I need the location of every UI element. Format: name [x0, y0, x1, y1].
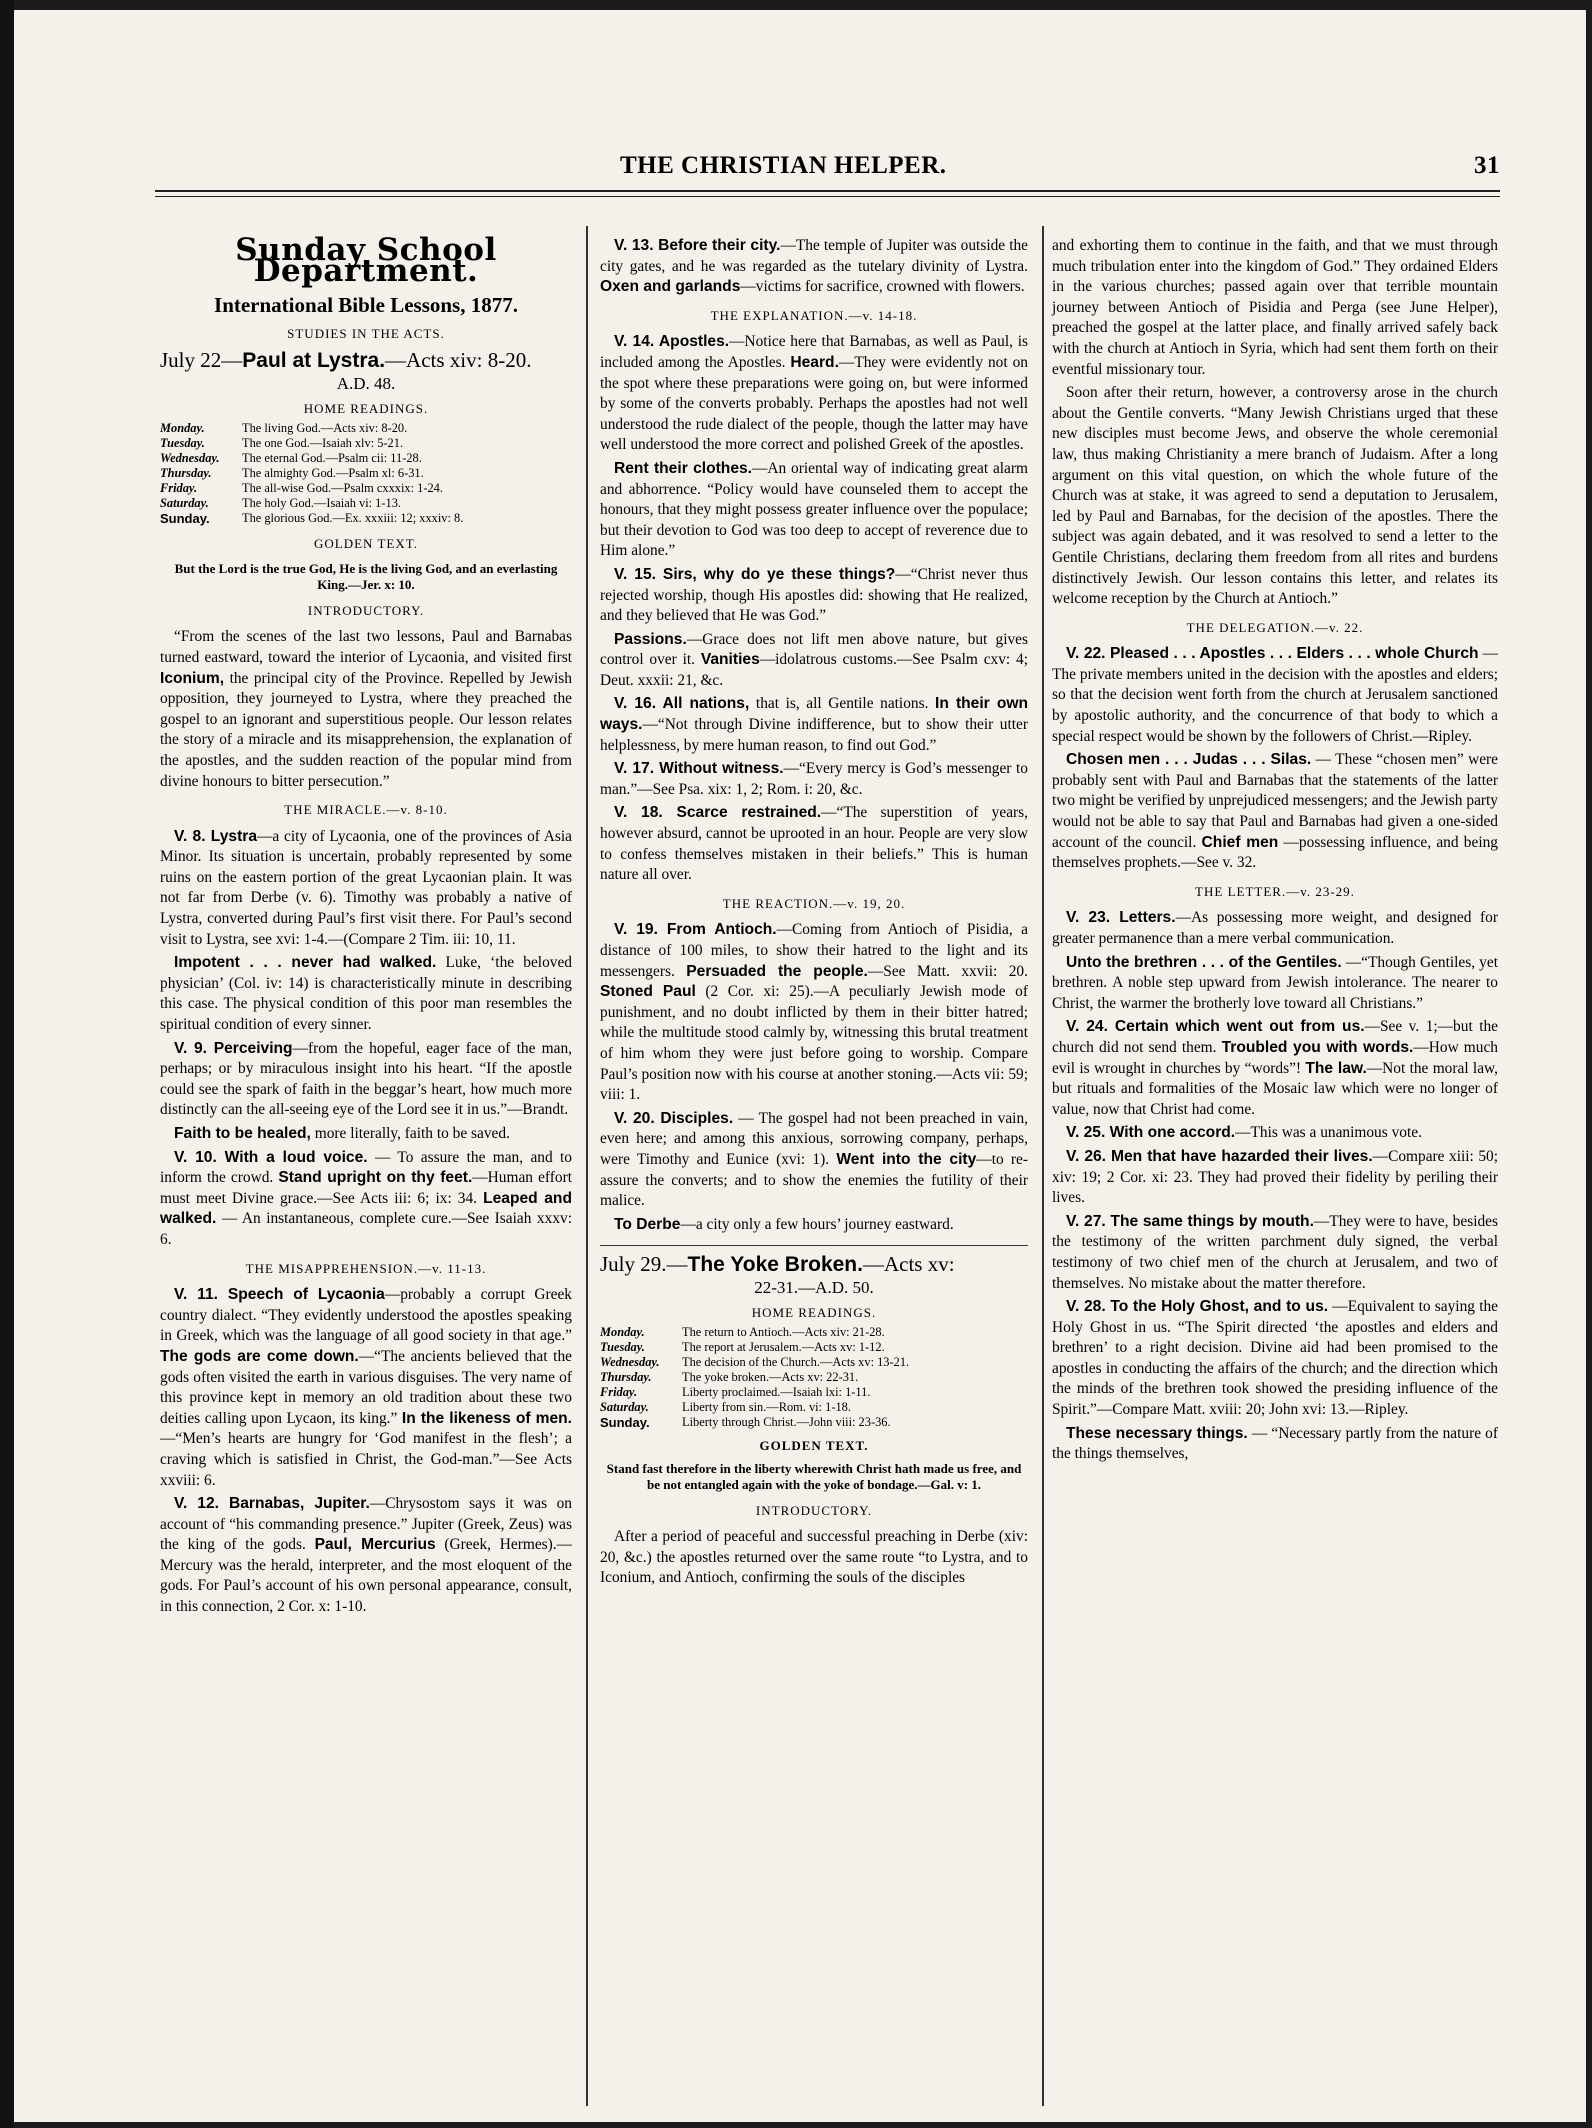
verse-text: —As possessing more weight, and designed for greater permanence than a mere verbal communication. — [1052, 909, 1498, 947]
verse-head: V. 8. Lystra — [174, 827, 258, 845]
verse-text-2: —possessing influence, and being themselves prophets.—See v. 32. — [1052, 833, 1498, 872]
verse-17 — [600, 759, 1028, 800]
lesson-heading — [160, 350, 572, 372]
reading-day: Friday. — [160, 481, 198, 496]
lesson-ref: —Acts xv: — [862, 1252, 955, 1277]
reading-text: The eternal God.—Psalm cii: 11-28. — [242, 451, 422, 466]
header-rule-2 — [155, 196, 1500, 197]
verse-head: V. 26. Men that have hazarded their lives. — [1066, 1147, 1373, 1165]
verse-bold: Persuaded the people. — [686, 962, 868, 980]
verse-text: —a city of Lycaonia, one of the provinces of Asia Minor. Its situation is uncertain, probably represented by some ruins on the eastern portion of the great Lycaonian plain. It was not far from Derbe (v. 6). Timothy was probably a native of Lystra, converted during Paul’s first visit there. For Paul’s second visit to Lystra, see xvi: 1-4.—(Compare 2 Tim. iii: 10, 11. — [160, 827, 572, 948]
lesson-date: July 22— — [160, 348, 243, 373]
reading-text: The decision of the Church.—Acts xv: 13-21. — [682, 1355, 910, 1370]
golden-text-label: GOLDEN TEXT. — [314, 536, 418, 552]
department-title: Sunday School Department. — [235, 232, 497, 289]
verse-text: —a city only a few hours’ journey eastward. — [680, 1215, 954, 1233]
column-2 — [600, 236, 1028, 1592]
verse-13 — [600, 236, 1028, 298]
intro-text-2: the principal city of the Province. Repelled by Jewish opposition, they journeyed to Lystra, where they preached the gospel to an ignorant and superstitious people. Our lesson relates the story of a miracle and its misapprehension, the explanation of the apostles, and the sudden reaction of the popular mind from divine honours to bitter persecution.” — [160, 669, 572, 790]
these-paragraph — [1052, 1424, 1498, 1465]
verse-head: Rent their clothes. — [614, 459, 752, 477]
faith-paragraph — [160, 1124, 572, 1145]
verse-text: —“Christ never thus rejected worship, though His apostles did: showing that He realized, and they believed that He was God.” — [600, 565, 1028, 625]
reading-text: The holy God.—Isaiah vi: 1-13. — [242, 496, 401, 511]
reading-day: Saturday. — [160, 496, 209, 511]
verse-text-3: —“Men’s hearts are hungry for ‘God manifest in the flesh’; a craving which is satisfied in Christ, the God-man.”—See Acts xxviii: 6. — [160, 1430, 572, 1489]
reading-row — [160, 421, 572, 436]
column-divider-2 — [1042, 226, 1044, 2106]
verse-23 — [1052, 908, 1498, 949]
verse-28 — [1052, 1297, 1498, 1421]
verse-head: V. 9. Perceiving — [174, 1039, 293, 1057]
letter-label: THE LETTER.—v. 23-29. — [1195, 883, 1355, 899]
reading-day: Wednesday. — [600, 1355, 660, 1370]
lesson-title: The Yoke Broken. — [687, 1253, 863, 1277]
home-readings-table — [160, 421, 572, 526]
verse-text-2: —victims for sacrifice, crowned with flowers. — [740, 278, 1025, 296]
reading-text: The almighty God.—Psalm xl: 6-31. — [242, 466, 424, 481]
verse-text: Luke, ‘the beloved physician’ (Col. iv: 14) is characteristically minute in describing this case. The physical condition of this poor man resembles the spiritual condition of every sinner. — [160, 954, 572, 1034]
reading-row — [600, 1415, 1028, 1430]
verse-text: —“The superstition of years, however absurd, cannot be uprooted in an hour. People are very slow to confess themselves mistaken in their beliefs.” This is human nature all over. — [600, 804, 1028, 884]
chosen-paragraph — [1052, 750, 1498, 874]
verse-head: V. 19. From Antioch. — [614, 921, 777, 939]
verse-text: —The private members united in the decision with the apostles and elders; so that the decision went forth from the church at Jerusalem sanctioned by apostolic authority, and the concurrence of that body to which a special respect would be shown by the followers of Christ.—Ripley. — [1052, 645, 1498, 745]
page-number: 31 — [1474, 152, 1500, 179]
verse-bold: Oxen and garlands — [600, 278, 741, 296]
verse-18 — [600, 803, 1028, 885]
verse-head: V. 24. Certain which went out from us. — [1066, 1018, 1365, 1036]
reading-text: The glorious God.—Ex. xxxiii: 12; xxxiv: 8. — [242, 511, 464, 526]
verse-text: — To assure the man, and to inform the crowd. — [160, 1148, 572, 1187]
verse-text-3: (2 Cor. xi: 25).—A peculiarly Jewish mode of punishment, and no doubt inflicted by them in their bitter hatred; while the multitude stood calmly by, witnessing this brutal treatment of him whom they were just before going to worship. Compare Paul’s position now with his course at another stoning.—Acts vii: 59; viii: 1. — [600, 983, 1028, 1104]
reading-row — [600, 1325, 1028, 1340]
reading-row — [600, 1370, 1028, 1385]
verse-head: V. 22. Pleased . . . Apostles . . . Elders . . . whole Church — [1066, 645, 1479, 663]
verse-text: —probably a corrupt Greek country dialect. “They evidently understood the apostles speaking in Greek, which was the language of all good society in that age.” — [160, 1286, 572, 1345]
verse-bold: The law. — [1305, 1059, 1367, 1077]
verse-text-3: — An instantaneous, complete cure.—See Isaiah xxxv: 6. — [160, 1210, 572, 1248]
reading-day: Wednesday. — [160, 451, 220, 466]
reading-row — [600, 1400, 1028, 1415]
reading-day: Monday. — [160, 421, 205, 436]
verse-head: V. 12. Barnabas, Jupiter. — [174, 1495, 370, 1513]
verse-10 — [160, 1148, 572, 1251]
verse-text: —They were to have, besides the testimony of the written parchment duly signed, the verbal testimony of two chief men of the church at Jerusalem, and two of themselves. No mistake about the matter therefore. — [1052, 1212, 1498, 1292]
lesson-date: July 29.— — [600, 1252, 688, 1277]
reading-text: Liberty from sin.—Rom. vi: 1-18. — [682, 1400, 851, 1415]
verse-head: Impotent . . . never had walked. — [174, 954, 437, 972]
verse-19 — [600, 920, 1028, 1105]
verse-text: —Notice here that Barnabas, as well as Paul, is included among the Apostles. — [600, 333, 1028, 371]
verse-head: V. 23. Letters. — [1066, 909, 1176, 927]
verse-head: V. 25. With one accord. — [1066, 1124, 1236, 1142]
reading-row — [160, 481, 572, 496]
lesson-date-ad: A.D. 48. — [336, 373, 396, 393]
reading-day: Friday. — [600, 1385, 638, 1400]
verse-text-2: —“Not through Divine indifference, but to show their utter helplessness, by mere human reason, to find out God.” — [600, 716, 1028, 754]
reading-day: Monday. — [600, 1325, 645, 1340]
verse-head: V. 27. The same things by mouth. — [1066, 1212, 1314, 1230]
verse-text: that is, all Gentile nations. — [749, 695, 936, 713]
reading-day: Thursday. — [160, 466, 212, 481]
verse-text-2: —They were evidently not on the spot where these preparations were going on, but were informed by some of the converts probably. Perhaps the apostles had not well understood the rude dialect of the people, though the latter may have well understood the more correct and polished Greek of the apostles. — [600, 353, 1028, 454]
verse-12 — [160, 1494, 572, 1618]
reading-text: The all-wise God.—Psalm cxxxix: 1-24. — [242, 481, 443, 496]
passions-paragraph — [600, 630, 1028, 692]
verse-text: —“Though Gentiles, yet brethren. A noble step upward from Jewish intolerance. The nearer to Christ, the warmer the brotherly love toward all Christians.” — [1052, 953, 1498, 1012]
studies-label: STUDIES IN THE ACTS. — [287, 325, 445, 341]
journal-title: THE CHRISTIAN HELPER. — [620, 152, 947, 179]
verse-text-2: (Greek, Hermes).—Mercury was the herald, interpreter, and the most eloquent of the gods. For Paul’s account of his own personal appearance, consult, in this connection, 2 Cor. x: 1-10. — [160, 1536, 573, 1616]
delegation-label: THE DELEGATION.—v. 22. — [1186, 619, 1364, 635]
verse-head: Faith to be healed, — [174, 1125, 311, 1142]
reading-row — [160, 496, 572, 511]
verse-head: V. 16. All nations, — [614, 695, 750, 713]
verse-bold: Stoned Paul — [600, 983, 696, 1001]
misapprehension-label: THE MISAPPREHENSION.—v. 11-13. — [245, 1260, 487, 1276]
intro-bold: Iconium, — [160, 669, 225, 687]
verse-head: Chosen men . . . Judas . . . Silas. — [1066, 751, 1312, 769]
verse-bold: In the likeness of men. — [401, 1409, 573, 1427]
verse-text-2: —See Matt. xxvii: 20. — [867, 962, 1028, 980]
home-readings-table — [600, 1325, 1028, 1430]
verse-head: V. 11. Speech of Lycaonia — [174, 1286, 385, 1304]
lesson-title: Paul at Lystra. — [242, 349, 386, 373]
verse-text-2: —How much evil is wrought in churches by “words”! — [1052, 1038, 1498, 1077]
verse-head: Passions. — [614, 630, 687, 648]
verse-26 — [1052, 1147, 1498, 1209]
impotent-paragraph — [160, 953, 572, 1035]
verse-head: V. 28. To the Holy Ghost, and to us. — [1066, 1298, 1329, 1316]
verse-bold: Leaped and walked. — [160, 1189, 572, 1228]
rent-paragraph — [600, 459, 1028, 562]
verse-bold: Paul, Mercurius — [314, 1536, 436, 1554]
reading-text: The one God.—Isaiah xlv: 5-21. — [242, 436, 404, 451]
verse-head: Unto the brethren . . . of the Gentiles. — [1066, 953, 1342, 971]
verse-text: —An oriental way of indicating great alarm and abhorrence. “Policy would have counseled them to accept the honours, that they might possess greater influence over the populace; but their devotion to God was too deep to accept of reverence due to Him alone.” — [600, 459, 1028, 560]
column-3 — [1052, 236, 1498, 1468]
verse-head: V. 15. Sirs, why do ye these things? — [614, 565, 896, 583]
verse-16 — [600, 694, 1028, 756]
verse-text: —The temple of Jupiter was outside the city gates, and he was regarded as the tutelary divinity of Lystra. — [600, 237, 1028, 275]
reading-day: Sunday. — [160, 511, 210, 527]
verse-22 — [1052, 644, 1498, 747]
introductory-label: INTRODUCTORY. — [307, 602, 425, 618]
reading-text: Liberty through Christ.—John viii: 23-36. — [682, 1415, 891, 1430]
verse-bold: Heard. — [790, 353, 839, 371]
verse-head: V. 14. Apostles. — [614, 333, 730, 351]
verse-head: V. 17. Without witness. — [614, 760, 784, 778]
verse-head: To Derbe — [614, 1215, 681, 1233]
verse-text: — These “chosen men” were probably sent with Paul and Barnabas that the statements of the latter two might be verified by unprejudiced messengers; and the Jewish party would not be able to say that Paul and Barnabas had given a one-sided account of the council. — [1052, 751, 1498, 851]
reading-text: The yoke broken.—Acts xv: 22-31. — [682, 1370, 859, 1385]
golden-text: But the Lord is the true God, He is the living God, and an everlasting King.—Jer. x: 10. — [174, 560, 558, 592]
verse-text: —Equivalent to saying the Holy Ghost in us. “The Spirit directed ‘the apostles and elders and brethren’ to a right decision. Divine aid had been promised to the apostles in conducting the affairs of the church; and the direction which the minds of the brethren took showed the presiding influence of the Spirit.”—Compare Matt. xviii: 20; John xvi: 13.—Ripley. — [1052, 1298, 1498, 1419]
reading-day: Saturday. — [600, 1400, 649, 1415]
home-readings-label: HOME READINGS. — [751, 1304, 877, 1320]
reading-text: Liberty proclaimed.—Isaiah lxi: 1-11. — [682, 1385, 871, 1400]
intro-paragraph: After a period of peaceful and successful preaching in Derbe (xiv: 20, &c.) the apostles returned over the same route “to Lystra, and to Iconium, and Antioch, confirming the souls of the disciples — [600, 1528, 1028, 1587]
reading-day: Tuesday. — [160, 436, 205, 451]
miracle-label: THE MIRACLE.—v. 8-10. — [284, 802, 448, 818]
verse-15 — [600, 565, 1028, 627]
reading-day: Sunday. — [600, 1415, 650, 1431]
section-rule — [600, 1245, 1028, 1246]
verse-head: V. 10. With a loud voice. — [174, 1148, 368, 1166]
reading-row — [160, 466, 572, 481]
lesson-ref: —Acts xiv: 8-20. — [385, 348, 532, 373]
reading-text: The report at Jerusalem.—Acts xv: 1-12. — [682, 1340, 885, 1355]
verse-14 — [600, 332, 1028, 456]
verse-bold: Vanities — [700, 651, 760, 669]
explanation-label: THE EXPLANATION.—v. 14-18. — [710, 307, 918, 323]
verse-text: —“Every mercy is God’s messenger to man.”—See Psa. xix: 1, 2; Rom. i: 20, &c. — [600, 760, 1028, 798]
intro-continued: and exhorting them to continue in the faith, and that we must through much tribulation enter into the kingdom of God.” They ordained Elders in the various churches; passed again over that terrible mountain journey between Antioch of Pisidia and Perga (see June Helper), preached the gospel at the latter place, and finally arrived safely back with the church at Antioch in Syria, which had sent them forth on their eventful missionary tour. — [1052, 237, 1498, 378]
verse-bold: Stand upright on thy feet. — [278, 1169, 473, 1187]
derbe-paragraph — [600, 1215, 1028, 1236]
verse-text-2: —“The ancients believed that the gods often visited the earth in various disguises. The very name of this province kept in memory an old tradition about these two deities calling upon Lycaon, its king.” — [160, 1347, 572, 1427]
column-1 — [160, 232, 573, 1621]
verse-11 — [160, 1285, 572, 1491]
intro-text: “From the scenes of the last two lessons, Paul and Barnabas turned eastward, toward the interior of Lycaonia, and visited first — [160, 628, 572, 666]
intro-paragraph-2: Soon after their return, however, a controversy arose in the church about the Gentile converts. “Many Jewish Christians urged that these new disciples must become Jews, and observe the whole ceremonial law, thus making Christianity a mere branch of Judaism. After a long argument on this vital question, on which the whole future of the Church was at stake, it was agreed to send a deputation to Jerusalem, led by Paul and Barnabas, for the decision of the apostles. There the subject was again debated, and it was resolved to send a letter to the Gentile Christians, declaring them freedom from all rites and burdens distinctively Jewish. Our lesson contains this letter, and relates its welcome reception by the Church at Antioch.” — [1052, 384, 1498, 608]
golden-text-label: GOLDEN TEXT. — [759, 1438, 869, 1454]
verse-bold: Troubled you with words. — [1221, 1038, 1414, 1056]
intro-paragraph — [160, 627, 572, 792]
verse-27 — [1052, 1212, 1498, 1294]
verse-text: — “Necessary partly from the nature of the things themselves, — [1052, 1424, 1498, 1463]
reading-day: Tuesday. — [600, 1340, 645, 1355]
verse-text-3: —Not the moral law, but rituals and formalities of the Mosaic law which were no longer of value, now that Christ had come. — [1052, 1059, 1498, 1118]
verse-head: V. 18. Scarce restrained. — [614, 804, 822, 822]
verse-text: —from the hopeful, eager face of the man, perhaps; or by miraculous insight into his heart. “If the apostle could see the spark of faith in the beggar’s heart, how much more distinctly can the all-seeing eye of the Lord see it in us.”—Brandt. — [160, 1039, 572, 1119]
verse-text: —Compare xiii: 50; xiv: 19; 2 Cor. xi: 23. They had proved their fidelity by periling their lives. — [1052, 1147, 1499, 1207]
verse-24 — [1052, 1017, 1498, 1120]
verse-text: more literally, faith to be saved. — [310, 1125, 510, 1142]
verse-9 — [160, 1039, 572, 1121]
verse-8 — [160, 827, 572, 951]
series-title: International Bible Lessons, 1877. — [214, 293, 518, 318]
column-divider-1 — [586, 226, 588, 2106]
golden-text: Stand fast therefore in the liberty wherewith Christ hath made us free, and be not entangled again with the yoke of bondage.—Gal. v: 1. — [606, 1460, 1022, 1492]
verse-bold: In their own ways. — [600, 695, 1028, 734]
reading-text: The return to Antioch.—Acts xiv: 21-28. — [682, 1325, 885, 1340]
verse-text-2: —to re-assure the converts; and to show the enemies the futility of their malice. — [600, 1150, 1029, 1210]
home-readings-label: HOME READINGS. — [303, 400, 429, 416]
verse-bold: Chief men — [1201, 833, 1279, 851]
introductory-label: INTRODUCTORY. — [755, 1502, 873, 1518]
verse-text: —Grace does not lift men above nature, but gives control over it. — [600, 630, 1028, 669]
verse-text: —Chrysostom says it was on account of “his commanding presence.” Jupiter (Greek, Zeus) was the king of the gods. — [160, 1495, 572, 1554]
reading-row — [160, 451, 572, 466]
scan-edge — [0, 0, 14, 2128]
verse-text: —This was a unanimous vote. — [1235, 1124, 1422, 1142]
lesson2-ad: 22-31.—A.D. 50. — [754, 1277, 874, 1297]
reading-text: The living God.—Acts xiv: 8-20. — [242, 421, 408, 436]
verse-25 — [1052, 1123, 1498, 1144]
reading-row — [600, 1355, 1028, 1370]
reading-row — [160, 511, 572, 526]
verse-bold: Went into the city — [836, 1150, 977, 1168]
reaction-label: THE REACTION.—v. 19, 20. — [722, 895, 906, 911]
unto-paragraph — [1052, 953, 1498, 1015]
reading-row — [600, 1340, 1028, 1355]
verse-20 — [600, 1109, 1028, 1212]
verse-head: V. 20. Disciples. — [614, 1109, 734, 1127]
verse-text-2: —Human effort must meet Divine grace.—See Acts iii: 6; ix: 34. — [160, 1169, 572, 1207]
verse-bold: The gods are come down. — [160, 1347, 359, 1365]
verse-text: —Coming from Antioch of Pisidia, a distance of 100 miles, to show their hatred to the light and its messengers. — [600, 921, 1028, 980]
reading-row — [600, 1385, 1028, 1400]
verse-head: V. 13. Before their city. — [614, 237, 781, 254]
verse-text-2: —idolatrous customs.—See Psalm cxv: 4; Deut. xxxii: 21, &c. — [600, 651, 1028, 689]
header-rule — [155, 190, 1500, 192]
verse-head: These necessary things. — [1066, 1424, 1248, 1442]
verse-text: —See v. 1;—but the church did not send them. — [1052, 1018, 1498, 1056]
lesson2-heading — [600, 1254, 1028, 1276]
verse-text: — The gospel had not been preached in vain, even here; and among this anxious, sorrowing company, perhaps, were Timothy and Eunice (xvi: 1). — [600, 1109, 1028, 1168]
reading-day: Thursday. — [600, 1370, 652, 1385]
reading-row — [160, 436, 572, 451]
